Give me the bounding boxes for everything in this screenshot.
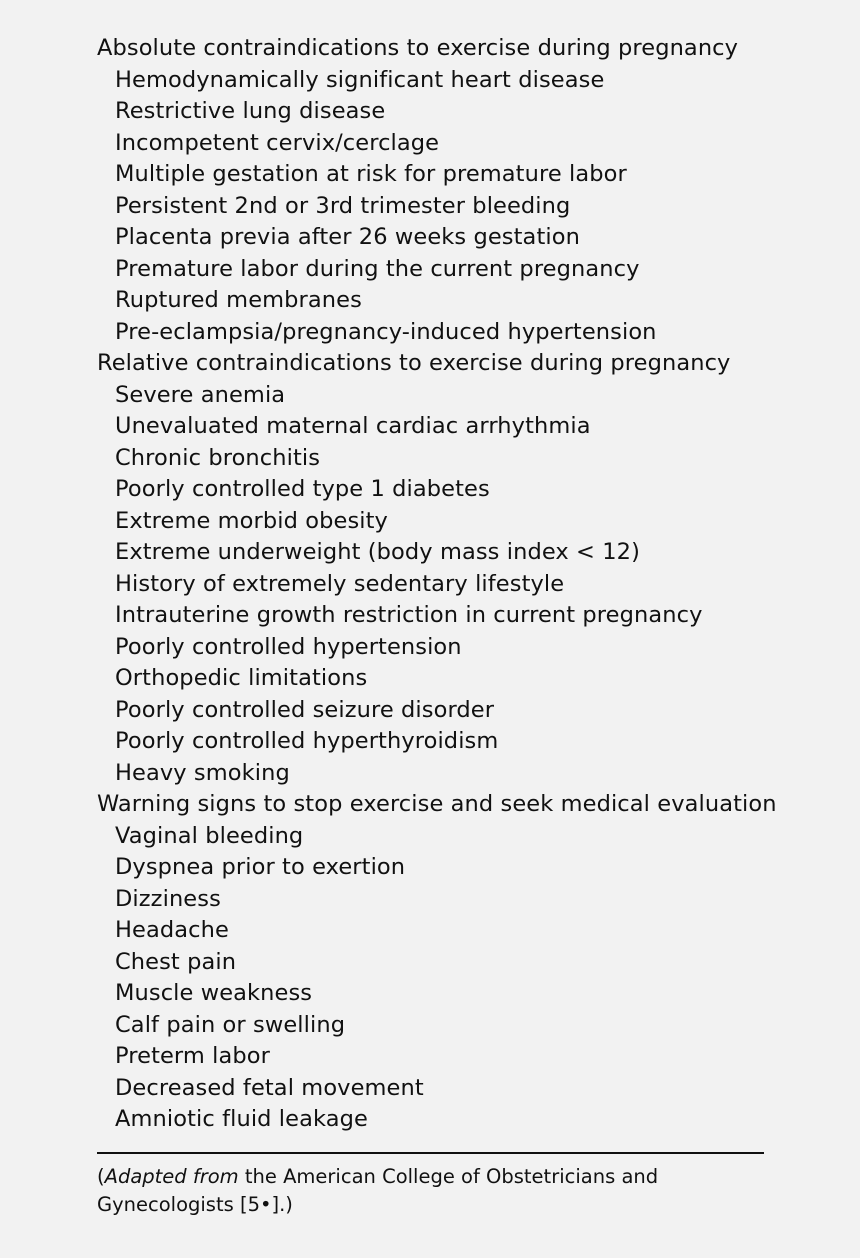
- section-heading: Warning signs to stop exercise and seek medical evaluation: [97, 791, 777, 817]
- list-item: Poorly controlled hyperthyroidism: [115, 728, 499, 754]
- divider: [97, 1152, 764, 1154]
- list-item: Preterm labor: [115, 1043, 270, 1069]
- list-item: Ruptured membranes: [115, 287, 362, 313]
- list-item: Placenta previa after 26 weeks gestation: [115, 224, 580, 250]
- list-item: Intrauterine growth restriction in current pregnancy: [115, 602, 703, 628]
- list-item: Amniotic fluid leakage: [115, 1106, 368, 1132]
- list-item: Heavy smoking: [115, 759, 290, 786]
- list-item: Muscle weakness: [115, 980, 313, 1006]
- list-item: Incompetent cervix/cerclage: [115, 129, 440, 156]
- footnote-italic: Adapted from: [104, 1165, 239, 1188]
- list-item: Chest pain: [115, 948, 237, 975]
- list-item: Orthopedic limitations: [115, 665, 368, 691]
- section-absolute: [97, 33, 767, 348]
- list-item: Vaginal bleeding: [115, 822, 304, 849]
- section-warning-signs: [97, 789, 777, 1136]
- section-relative: [97, 348, 767, 789]
- list-item: Dyspnea prior to exertion: [115, 854, 406, 880]
- list-item: Hemodynamically significant heart disease: [115, 66, 605, 93]
- list-item: Decreased fetal movement: [115, 1074, 424, 1101]
- list-item: Extreme underweight (body mass index < 12): [115, 539, 640, 565]
- footnote-open-paren: (: [97, 1165, 105, 1188]
- section-heading: Relative contraindications to exercise during pregnancy: [97, 350, 731, 376]
- list-item: Severe anemia: [115, 381, 286, 408]
- list-item: Extreme morbid obesity: [115, 507, 388, 534]
- list-item: Pre-eclampsia/pregnancy-induced hypertension: [115, 318, 657, 345]
- list-item: Premature labor during the current pregnancy: [115, 255, 640, 282]
- list-item: Calf pain or swelling: [115, 1011, 346, 1038]
- source-footnote: [97, 1163, 717, 1219]
- list-item: Poorly controlled type 1 diabetes: [115, 476, 490, 502]
- list-item: Poorly controlled seizure disorder: [115, 696, 495, 723]
- footnote-text: the American College of Obstetricians and Gynecologists [5•].): [97, 1165, 659, 1216]
- section-heading: Absolute contraindications to exercise during pregnancy: [97, 35, 739, 61]
- list-item: Poorly controlled hypertension: [115, 633, 462, 660]
- list-item: Dizziness: [115, 885, 221, 912]
- list-item: Unevaluated maternal cardiac arrhythmia: [115, 413, 591, 439]
- list-item: Multiple gestation at risk for premature labor: [115, 161, 627, 187]
- list-item: Headache: [115, 917, 229, 943]
- list-item: Persistent 2nd or 3rd trimester bleeding: [115, 192, 571, 219]
- list-item: History of extremely sedentary lifestyle: [115, 570, 565, 597]
- list-item: Restrictive lung disease: [115, 98, 386, 124]
- contraindications-table: [97, 33, 777, 1136]
- list-item: Chronic bronchitis: [115, 444, 321, 471]
